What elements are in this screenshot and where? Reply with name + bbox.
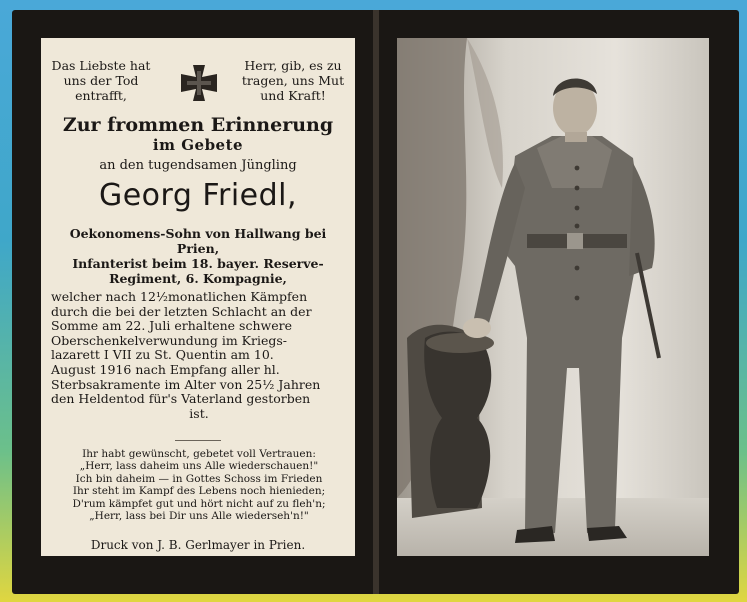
memorial-text-panel [41, 38, 355, 556]
corner-verse-right: Herr, gib, es zu tragen, uns Mut und Kraft! [241, 58, 345, 103]
soldier-portrait-image [397, 38, 709, 556]
deceased-name: Georg Friedl, [98, 178, 298, 213]
iron-cross-icon [178, 62, 220, 104]
portrait-photo-panel [397, 38, 709, 556]
printer-imprint: Druck von J. B. Gerlmayer in Prien. [90, 538, 306, 552]
memorial-intro: an den tugendsamen Jüngling [99, 158, 297, 173]
card-fold [373, 10, 379, 594]
poem-text: Ihr habt gewünscht, gebetet voll Vertrauen: „Herr, lass daheim uns Alle wiederschauen!" Ich bin daheim — in Gottes Schoss im Frieden Ihr steht im Kampf des Lebens noch hienieden; D'rum kämpfet gut und hört nicht auf zu fleh'n; „Herr, lass bei Dir uns Alle wiederseh'n!" [72, 448, 326, 523]
divider [175, 440, 221, 441]
memorial-heading: Zur frommen Erinnerung [62, 114, 334, 136]
deceased-description: Oekonomens-Sohn von Hallwang bei Prien, Infanterist beim 18. bayer. Reserve- Regiment, 6. Kompagnie, [69, 226, 327, 286]
corner-verse-left: Das Liebste hat uns der Tod entrafft, [51, 58, 151, 103]
memorial-subheading: im Gebete [152, 136, 244, 154]
biography-text: welcher nach 12½monatlichen Kämpfen durch die bei der letzten Schlacht an der Somme am 22. Juli erhaltene schwere Oberschenkelverwundung im Kriegs- lazarett I VII zu St. Quentin am 10. August 1916 nach Empfang aller hl. Sterbsakramente im Alter von 25½ Jahren den Heldentod für's Vaterland gestorben ist. [51, 289, 321, 421]
